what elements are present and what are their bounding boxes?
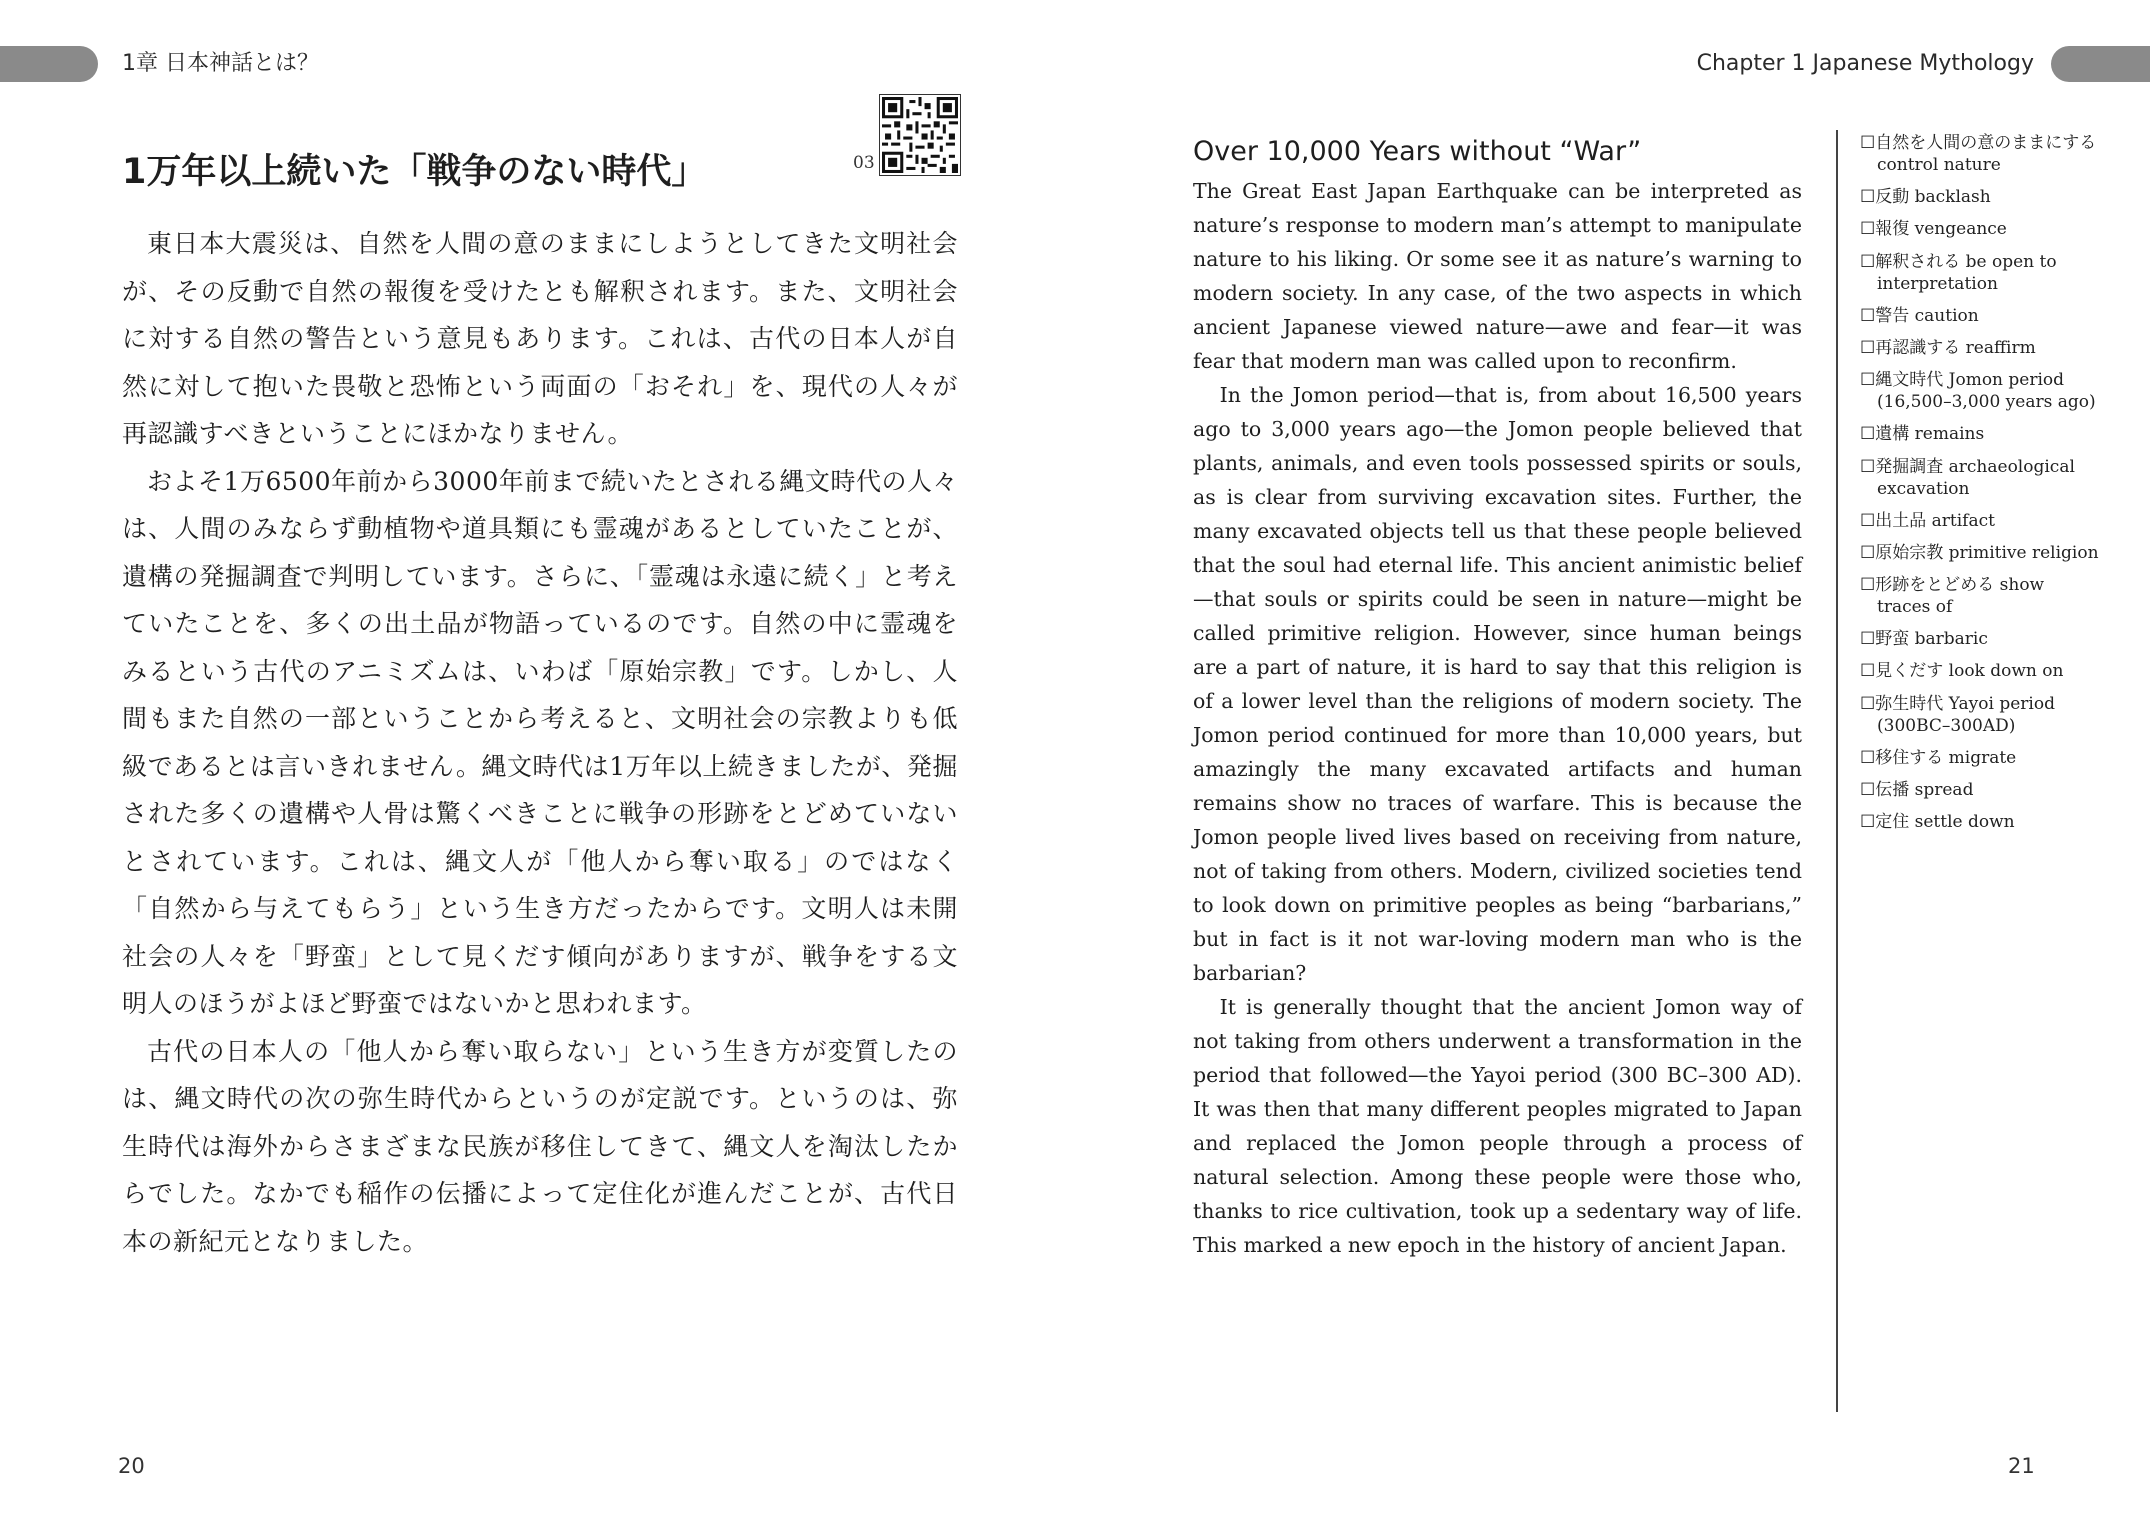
glossary-item: ☐弥生時代 Yayoi period (300BC–300AD) [1860, 693, 2055, 736]
chapter-tab-right [2051, 46, 2150, 82]
japanese-title: 1万年以上続いた「戦争のない時代」 [122, 152, 707, 192]
vocabulary-glossary [1860, 132, 2100, 843]
glossary-item: ☐出土品 artifact [1860, 510, 1995, 531]
glossary-item: ☐縄文時代 Jomon period (16,500–3,000 years ago) [1860, 370, 2096, 413]
glossary-item: ☐自然を人間の意のままにする control nature [1860, 133, 2097, 175]
glossary-item: ☐報復 vengeance [1860, 219, 2007, 240]
chapter-tab-left [0, 46, 98, 82]
glossary-item: ☐発掘調査 archaeological excavation [1860, 456, 2075, 499]
japanese-text-column [122, 140, 958, 1265]
glossary-item: ☐伝播 spread [1860, 780, 1974, 800]
english-paragraph: In the Jomon period—that is, from about 16,500 years ago to 3,000 years ago—the Jomon people believed that plants, animals, and even tools possessed spirits or souls, as is clear from surviving excavation sites. Further, the many excavated objects tell us that these people believed that the soul had eternal life. This ancient animistic belief—that souls or spirits could be seen in nature—might be called primitive religion. However, since human beings are a part of nature, it is hard to say that this religion is of a lower level than the religions of modern society. The Jomon period continued for more than 10,000 years, but amazingly the many excavated artifacts and human remains show no traces of warfare. This is because the Jomon people lived lives based on receiving from nature, not of taking from others. Modern, civilized societies tend to look down on primitive peoples as being “barbarians,” but in fact is it not war-loving modern man who is the barbarian? [1193, 383, 1802, 985]
english-paragraph: It is generally thought that the ancient Jomon way of not taking from others underwent a transformation in the period that followed—the Yayoi period (300 BC–300 AD). It was then that many different peoples migrated to Japan and replaced the Jomon people through a process of natural selection. Among these people were those who, thanks to rice cultivation, took up a sedentary way of life. This marked a new epoch in the history of ancient Japan. [1193, 995, 1802, 1257]
page-number-left: 20 [118, 1454, 145, 1478]
glossary-item: ☐解釈される be open to interpretation [1860, 251, 2057, 294]
japanese-paragraph: 東日本大震災は、自然を人間の意のままにしようとしてきた文明社会が、その反動で自然の報復を受けたとも解釈されます。また、文明社会に対する自然の警告という意見もあります。これは、古代の日本人が自然に対して抱いた畏敬と恐怖という両面の「おそれ」を、現代の人々が再認識すべきということにほかなりません。 [122, 229, 958, 448]
japanese-paragraph: およそ1万6500年前から3000年前まで続いたとされる縄文時代の人々は、人間のみならず動植物や道具類にも霊魂があるとしていたことが、遺構の発掘調査で判明しています。さらに、「霊魂は永遠に続く」と考えていたことを、多くの出土品が物語っているのです。自然の中に霊魂をみるという古代のアニミズムは、いわば「原始宗教」です。しかし、人間もまた自然の一部ということから考えると、文明社会の宗教よりも低級であるとは言いきれません。縄文時代は1万年以上続きましたが、発掘された多くの遺構や人骨は驚くべきことに戦争の形跡をとどめていないとされています。これは、縄文人が「他人から奪い取る」のではなく「自然から与えてもらう」という生き方だったからです。文明人は未開社会の人々を「野蛮」として見くだす傾向がありますが、戦争をする文明人のほうがよほど野蛮ではないかと思われます。 [122, 466, 958, 1018]
glossary-item: ☐形跡をとどめる show traces of [1860, 575, 2045, 618]
audio-track-number: 03 [853, 153, 875, 173]
glossary-item: ☐見くだす look down on [1860, 661, 2064, 682]
running-head-right: Chapter 1 Japanese Mythology [1696, 51, 2034, 76]
glossary-item: ☐警告 caution [1860, 305, 1979, 326]
english-paragraph: The Great East Japan Earthquake can be interpreted as nature’s response to modern man’s attempt to manipulate nature to his liking. Or some see it as nature’s warning to modern society. In any case, of the two aspects in which ancient Japanese viewed nature—awe and fear—it was fear that modern man was called upon to reconfirm. [1193, 179, 1802, 373]
glossary-item: ☐遺構 remains [1860, 424, 1985, 445]
glossary-item: ☐再認識する reaffirm [1860, 337, 2036, 358]
glossary-item: ☐野蛮 barbaric [1860, 629, 1988, 650]
japanese-paragraph: 古代の日本人の「他人から奪い取らない」という生き方が変質したのは、縄文時代の次の弥生時代からというのが定説です。というのは、弥生時代は海外からさまざまな民族が移住してきて、縄文人を淘汰したからでした。なかでも稲作の伝播によって定住化が進んだことが、古代日本の新紀元となりました。 [122, 1036, 958, 1256]
english-text-column [1193, 130, 1802, 1262]
glossary-item: ☐反動 backlash [1860, 187, 1991, 208]
page-number-right: 21 [2008, 1454, 2035, 1478]
glossary-divider [1836, 130, 1838, 1412]
glossary-item: ☐原始宗教 primitive religion [1860, 542, 2099, 563]
running-head-left: 1章 日本神話とは？ [122, 51, 319, 76]
english-title: Over 10,000 Years without “War” [1193, 136, 1642, 167]
glossary-item: ☐定住 settle down [1860, 812, 2015, 833]
glossary-item: ☐移住する migrate [1860, 747, 2017, 768]
